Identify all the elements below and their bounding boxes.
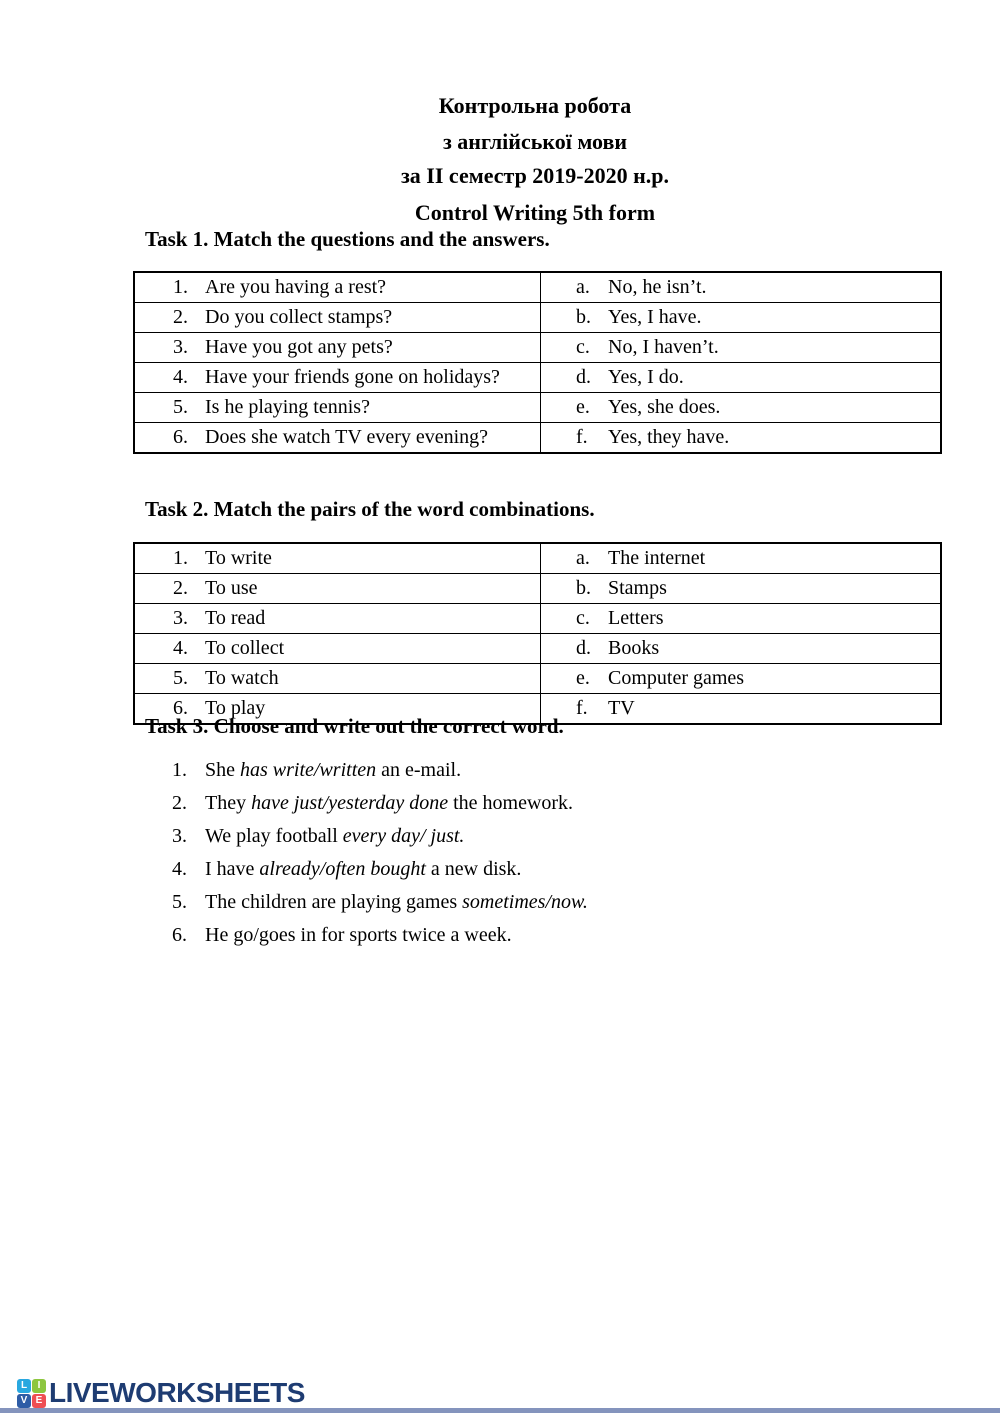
- item-number: 2.: [173, 577, 188, 599]
- item-number: 4.: [172, 858, 187, 880]
- item-letter: a.: [576, 276, 590, 298]
- sentence[interactable]: We play football every day/ just.: [205, 825, 465, 847]
- choice-words: every day/ just.: [342, 825, 465, 847]
- pair-left-text[interactable]: To collect: [205, 637, 285, 659]
- answer-text[interactable]: Yes, I do.: [608, 366, 684, 388]
- question-text[interactable]: Does she watch TV every evening?: [205, 426, 489, 448]
- answer-text[interactable]: Yes, they have.: [608, 426, 730, 448]
- answer-text[interactable]: No, he isn’t.: [608, 276, 707, 298]
- list-item: [172, 856, 892, 882]
- question-text[interactable]: Have your friends gone on holidays?: [205, 366, 500, 388]
- item-number: 3.: [173, 607, 188, 629]
- pair-right-text[interactable]: Books: [608, 637, 660, 659]
- pair-left-text[interactable]: To play: [205, 697, 266, 719]
- item-number: 5.: [172, 891, 187, 913]
- task2-heading: Task 2. Match the pairs of the word combinations.: [145, 497, 595, 521]
- page-bottom-band: [0, 1408, 1000, 1413]
- item-letter: c.: [576, 607, 590, 629]
- task1-heading: Task 1. Match the questions and the answers.: [145, 227, 550, 251]
- choice-words: has write/written: [240, 759, 377, 781]
- item-number: 2.: [172, 792, 187, 814]
- doc-title-line2: з англійської мови: [442, 129, 628, 154]
- sentence[interactable]: The children are playing games sometimes/now.: [205, 891, 588, 913]
- item-number: 3.: [172, 825, 187, 847]
- task3-heading: Task 3. Choose and write out the correct word.: [145, 714, 564, 738]
- item-number: 5.: [173, 396, 188, 418]
- sentence[interactable]: She has write/written an e-mail.: [205, 759, 462, 781]
- item-letter: e.: [576, 667, 590, 689]
- table-row: [134, 543, 941, 574]
- pair-left-text[interactable]: To watch: [205, 667, 279, 689]
- table-row: [134, 333, 941, 363]
- pair-left-text[interactable]: To use: [205, 577, 258, 599]
- doc-title-line3: за II семестр 2019-2020 н.р.: [400, 163, 670, 188]
- pair-left-text[interactable]: To write: [205, 547, 272, 569]
- item-number: 1.: [172, 759, 187, 781]
- question-text[interactable]: Have you got any pets?: [205, 336, 393, 358]
- logo-tile-v: V: [17, 1394, 31, 1408]
- table-row: [134, 634, 941, 664]
- question-text[interactable]: Do you collect stamps?: [205, 306, 393, 328]
- pair-right-text[interactable]: Computer games: [608, 667, 745, 689]
- question-text[interactable]: Are you having a rest?: [205, 276, 387, 298]
- doc-subtitle: Control Writing 5th form: [414, 200, 656, 225]
- sentence[interactable]: He go/goes in for sports twice a week.: [205, 924, 512, 946]
- item-letter: e.: [576, 396, 590, 418]
- pair-left-text[interactable]: To read: [205, 607, 266, 629]
- list-item: [172, 922, 892, 948]
- item-letter: f.: [576, 697, 588, 719]
- task2-table: [133, 542, 942, 725]
- pair-right-text[interactable]: Letters: [608, 607, 664, 629]
- table-row: [134, 423, 941, 454]
- pair-right-text[interactable]: Stamps: [608, 577, 667, 599]
- item-letter: b.: [576, 577, 591, 599]
- task1-table: [133, 271, 942, 454]
- item-letter: d.: [576, 366, 591, 388]
- logo-tile-i: I: [32, 1379, 46, 1393]
- item-number: 6.: [172, 924, 187, 946]
- item-number: 6.: [173, 426, 188, 448]
- answer-text[interactable]: Yes, I have.: [608, 306, 702, 328]
- item-letter: f.: [576, 426, 588, 448]
- table-row: [134, 363, 941, 393]
- item-number: 3.: [173, 336, 188, 358]
- list-item: [172, 790, 892, 816]
- table-row: [134, 574, 941, 604]
- table-row: [134, 664, 941, 694]
- logo-tile-e: E: [32, 1394, 46, 1408]
- list-item: [172, 757, 892, 783]
- item-number: 5.: [173, 667, 188, 689]
- item-letter: b.: [576, 306, 591, 328]
- answer-text[interactable]: No, I haven’t.: [608, 336, 719, 358]
- liveworksheets-wordmark: LIVEWORKSHEETS: [49, 1377, 305, 1408]
- table-row: [134, 393, 941, 423]
- doc-title-line1: Контрольна робота: [438, 93, 632, 118]
- item-number: 2.: [173, 306, 188, 328]
- table-row: [134, 604, 941, 634]
- task3-list: [172, 757, 892, 955]
- item-number: 1.: [173, 547, 188, 569]
- pair-right-text[interactable]: The internet: [608, 547, 706, 569]
- logo-tile-l: L: [17, 1379, 31, 1393]
- table-row: [134, 272, 941, 303]
- choice-words: sometimes/now.: [462, 891, 588, 913]
- list-item: [172, 889, 892, 915]
- pair-right-text[interactable]: TV: [608, 697, 635, 719]
- item-number: 6.: [173, 697, 188, 719]
- list-item: [172, 823, 892, 849]
- answer-text[interactable]: Yes, she does.: [608, 396, 721, 418]
- choice-words: have just/yesterday done: [251, 792, 449, 814]
- sentence[interactable]: They have just/yesterday done the homework.: [205, 792, 574, 814]
- item-number: 4.: [173, 637, 188, 659]
- question-text[interactable]: Is he playing tennis?: [205, 396, 370, 418]
- item-letter: a.: [576, 547, 590, 569]
- liveworksheets-logo[interactable]: [17, 1377, 305, 1409]
- liveworksheets-logo-icon: [17, 1379, 46, 1408]
- item-number: 4.: [173, 366, 188, 388]
- item-letter: c.: [576, 336, 590, 358]
- item-number: 1.: [173, 276, 188, 298]
- item-letter: d.: [576, 637, 591, 659]
- choice-words: already/often bought: [259, 858, 426, 880]
- table-row: [134, 303, 941, 333]
- sentence[interactable]: I have already/often bought a new disk.: [205, 858, 522, 880]
